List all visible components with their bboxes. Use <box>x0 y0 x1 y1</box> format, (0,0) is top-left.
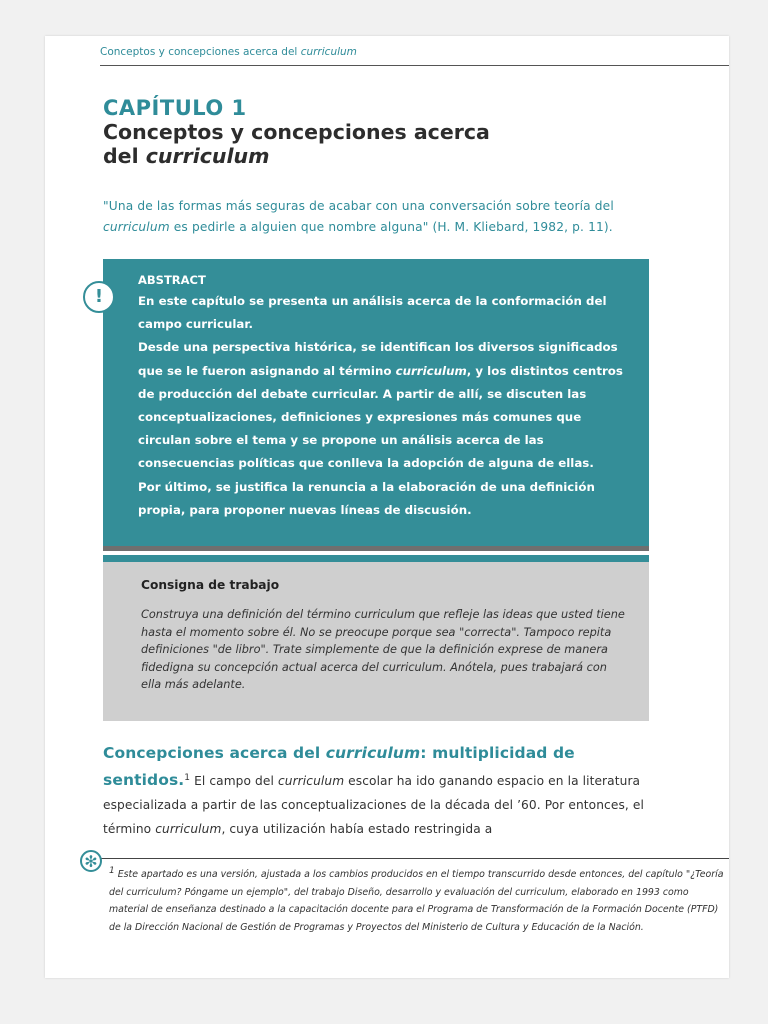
exclamation-icon: ! <box>83 281 115 313</box>
task-title: Consigna de trabajo <box>141 578 280 592</box>
footnote-rule <box>89 858 729 859</box>
task-box <box>103 555 649 721</box>
chapter-title: Conceptos y concepciones acerca del curriculum <box>103 120 490 168</box>
abstract-body: En este capítulo se presenta un análisis acerca de la conformación del campo curricular. Desde una perspectiva histórica, se identifican los diversos significados que se le fueron asignando al término curriculum, y los distintos centros de producción del debate curricular. A partir de allí, se discuten las conceptualizaciones, definiciones y expresiones más comunes que circulan sobre el tema y se propone un análisis acerca de las consecuencias políticas que conlleva la adopción de alguna de ellas. Por último, se justifica la renuncia a la elaboración de una definición propia, para proponer nuevas líneas de discusión. <box>138 294 623 517</box>
section-heading: Concepciones acerca del curriculum: multiplicidad de sentidos. <box>103 744 575 790</box>
epigraph-quote: "Una de las formas más seguras de acabar con una conversación sobre teoría del curriculum es pedirle a alguien que nombre alguna" (H. M. Kliebard, 1982, p. 11). <box>103 199 614 234</box>
header-rule <box>100 65 729 66</box>
footnote-ref: 1 <box>184 773 191 783</box>
section-intro: Concepciones acerca del curriculum: multiplicidad de sentidos.$^1$ El campo del curriculum escolar ha ido ganando espacio en la literatura especializada a partir de las conceptualizaciones de la década del ’60. Por entonces, el término curriculum, cuya utilización había estado restringida a <box>103 744 644 837</box>
task-body: Construya una definición del término curriculum que refleje las ideas que usted tiene hasta el momento sobre él. No se preocupe porque sea "correcta". Tampoco repita definiciones "de libro". Trate simplemente de que la definición exprese de manera fidedigna su concepción actual acerca del curriculum. Anótela, pues trabajará con ella más adelante. <box>141 608 625 691</box>
asterisk-icon: ✻ <box>80 850 102 872</box>
footnote: $^1$ Este apartado es una versión, ajustada a los cambios producidos en el tiempo transcurrido desde entonces, del capítulo "¿Teoría del curriculum? Póngame un ejemplo", del trabajo Diseño, desarrollo y evaluación del curriculum, elaborado en 1993 como material de enseñanza destinado a la capacitación docente para el Programa de Transformación de la Formación Docente (PTFD) de la Dirección Nacional de Gestión de Programas y Proyectos del Ministerio de Cultura y Educación de la Nación. <box>109 866 724 933</box>
book-page <box>45 36 729 978</box>
chapter-number: CAPÍTULO 1 <box>103 96 247 120</box>
abstract-box <box>103 259 649 551</box>
running-header: Conceptos y concepciones acerca del curriculum <box>100 46 357 58</box>
abstract-title: ABSTRACT <box>138 273 206 287</box>
